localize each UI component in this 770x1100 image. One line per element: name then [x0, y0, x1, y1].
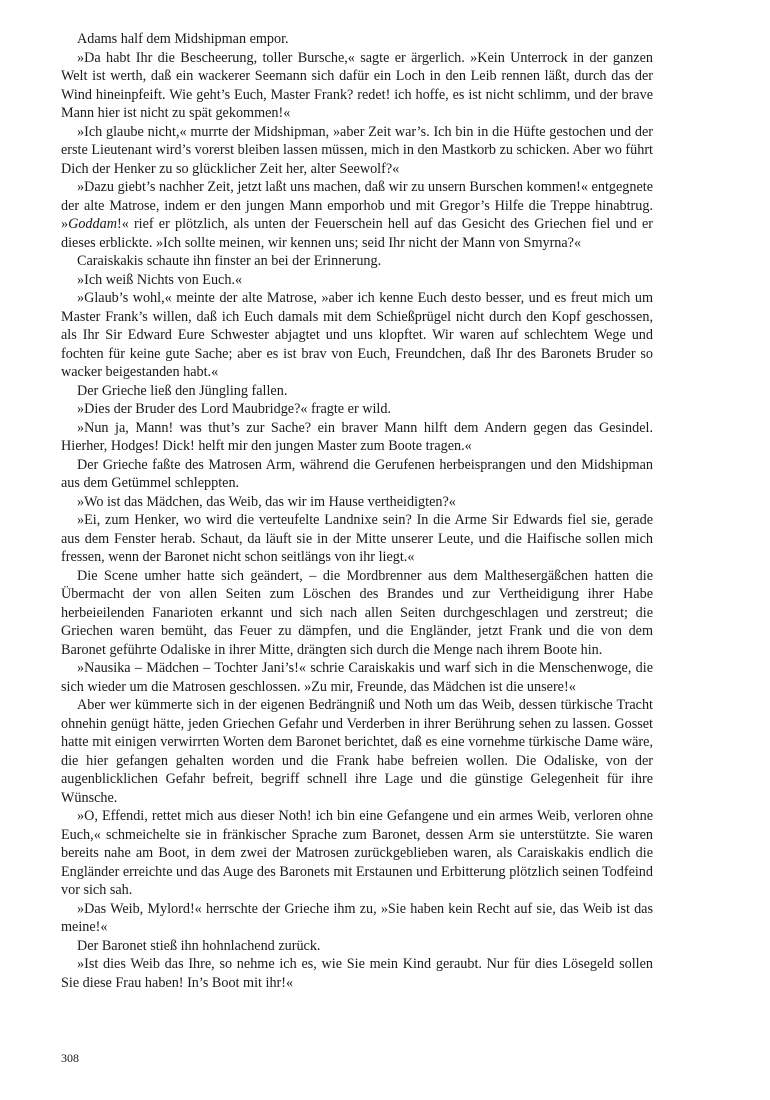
paragraph-3: »Ich glaube nicht,« murrte der Midshipman, »aber Zeit war’s. Ich bin in die Hüfte gestochen und der erste Lieutenant wird’s vorerst bleiben lassen müssen, mich in den Mastkorb zu schicken. Aber wo führt Dich der Henker zu so glücklicher Zeit her, alter Seewolf?«	[61, 123, 653, 177]
paragraph-20: »Ist dies Weib das Ihre, so nehme ich es, wie Sie mein Kind geraubt. Nur für dies Lösegeld sollen Sie diese Frau haben! In’s Boot mit ihr!«	[61, 956, 653, 991]
page-body	[61, 30, 653, 992]
paragraph-4	[61, 178, 653, 252]
paragraph-6: »Ich weiß Nichts von Euch.«	[77, 271, 243, 288]
paragraph-18: »Das Weib, Mylord!« herrschte der Grieche ihm zu, »Sie haben kein Recht auf sie, das Weib ist das meine!«	[61, 900, 653, 935]
paragraph-9: »Dies der Bruder des Lord Maubridge?« fragte er wild.	[77, 401, 391, 417]
paragraph-15: »Nausika – Mädchen – Tochter Jani’s!« schrie Caraiskakis und warf sich in die Menschenwoge, die sich wieder um die Matrosen geschlossen. »Zu mir, Freunde, das Mädchen ist die unsere!«	[61, 660, 653, 695]
paragraph-13: »Ei, zum Henker, wo wird die verteufelte Landnixe sein? In die Arme Sir Edwards fiel sie, gerade aus dem Fenster herab. Schaut, da läuft sie in der Mitte unserer Leute, und die Haifische sollen mich fressen, wenn der Baronet nicht schon seitlängs von ihr liegt.«	[61, 512, 653, 565]
page-number: 308	[61, 1051, 79, 1065]
paragraph-4-text-before: »Dazu giebt’s nachher Zeit, jetzt laßt uns machen, daß wir zu unsern Burschen kommen!« entgegnete der alte Matrose, indem er den jungen Mann emporhob und mit Gregor’s Hilfe die Treppe hinabtrug. »	[61, 179, 653, 232]
paragraph-1: Adams half dem Midshipman empor.	[77, 31, 289, 47]
paragraph-14: Die Scene umher hatte sich geändert, – die Mordbrenner aus dem Malthesergäßchen hatten die Übermacht der von allen Seiten zum Löschen des Brandes und zur Vertheidigung ihrer Habe herbeieilenden Fanarioten erkannt und sich nach allen Seiten durchgeschlagen und zerstreut; die Griechen waren bemüht, das Feuer zu dämpfen, und die Engländer, jetzt Frank und die von dem Baronet geführte Odaliske in ihrer Mitte, drängten sich durch die Menge nach ihrem Boote hin.	[61, 567, 653, 658]
paragraph-4-italic-word: Goddam	[68, 216, 117, 232]
paragraph-5: Caraiskakis schaute ihn finster an bei der Erinnerung.	[77, 253, 382, 269]
paragraph-2: »Da habt Ihr die Bescheerung, toller Bursche,« sagte er ärgerlich. »Kein Unterrock in der ganzen Welt ist werth, daß ein wackerer Seemann sich dafür ein Loch in den Leib rennen läßt, durch das der Wind hineinpfeift. Wie geht’s Euch, Master Frank? redet! ich hoffe, es ist nicht schlimm, und der brave Mann hier ist nicht zu spät gekommen!«	[61, 49, 653, 121]
paragraph-4-text-after: !« rief er plötzlich, als unten der Feuerschein hell auf das Gesicht des Griechen fiel und er dieses erblickte. »Ich sollte meinen, wir kennen uns; seid Ihr nicht der Mann von Smyrna?«	[61, 216, 653, 251]
paragraph-10: »Nun ja, Mann! was thut’s zur Sache? ein braver Mann hilft dem Andern gegen das Gesindel. Hierher, Hodges! Dick! helft mir den jungen Master zum Boote tragen.«	[61, 419, 653, 454]
paragraph-8: Der Grieche ließ den Jüngling fallen.	[77, 382, 288, 399]
paragraph-12: »Wo ist das Mädchen, das Weib, das wir im Hause vertheidigten?«	[77, 493, 456, 510]
paragraph-16: Aber wer kümmerte sich in der eigenen Bedrängniß und Noth um das Weib, dessen türkische Tracht ohnehin genügt hätte, jeden Griechen Gefahr und Verderben in ihrer Berührung sehen zu lassen. Gosset hatte mit einigen verwirrten Worten dem Baronet berichtet, daß es eine vornehme türkische Dame wäre, die hier gefangen gehalten worden und die Frank habe befreien wollen. Die Odaliske, von der augenblicklichen Gefahr befreit, begriff schnell ihre Lage und die günstige Gelegenheit für ihre Wünsche.	[61, 697, 653, 806]
paragraph-7: »Glaub’s wohl,« meinte der alte Matrose, »aber ich kenne Euch desto besser, und es freut mich um Master Frank’s willen, daß ich Euch damals mit dem Schießprügel nicht durch den Kopf geschossen, als Ihr Sir Edward Eure Schwester abjagtet und uns klopftet. Wir waren auf schlechtem Wege und fochten für keine gute Sache; aber es ist brav von Euch, Freundchen, daß Ihr des Baronets Bruder so wacker beigestanden habt.«	[61, 290, 653, 380]
paragraph-11: Der Grieche faßte des Matrosen Arm, während die Gerufenen herbeisprangen und den Midshipman aus dem Getümmel schleppten.	[61, 456, 653, 491]
paragraph-17: »O, Effendi, rettet mich aus dieser Noth! ich bin eine Gefangene und ein armes Weib, verloren ohne Euch,« schmeichelte sie in fränkischer Sprache zum Baronet, dessen Arm sie unterstützte. Sie waren bereits nahe am Boot, in dem zwei der Matrosen zurückgeblieben waren, als Caraiskakis endlich die Engländer erreichte und das Auge des Baronets mit Erstaunen und Erbitterung plötzlich seinen Todfeind vor sich sah.	[61, 808, 653, 898]
paragraph-19: Der Baronet stieß ihn hohnlachend zurück.	[77, 937, 321, 954]
